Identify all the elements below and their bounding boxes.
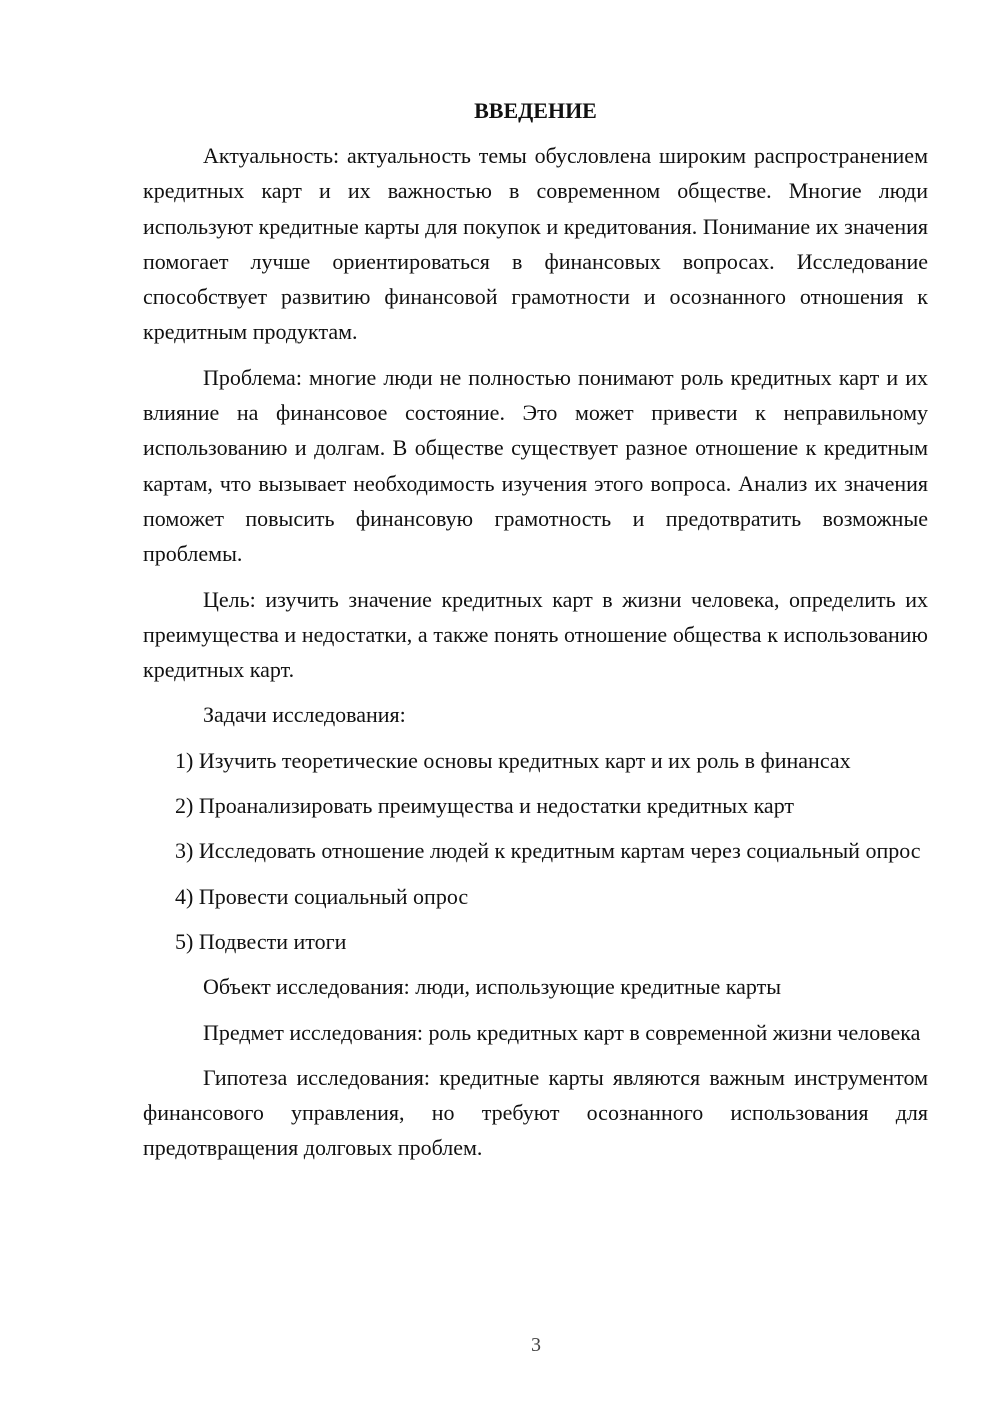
page-title: ВВЕДЕНИЕ [474, 98, 597, 123]
paragraph-object: Объект исследования: люди, использующие кредитные карты [203, 974, 782, 1000]
document-page [143, 96, 928, 1176]
paragraph-tasks-heading: Задачи исследования: [203, 702, 406, 728]
task-item-5: 5) Подвести итоги [175, 928, 347, 954]
task-item-4: 4) Провести социальный опрос [175, 883, 469, 909]
paragraph-problem: Проблема: многие люди не полностью понимают роль кредитных карт и их влияние на финансовое состояние. Это может привести к неправильному использованию и долгам. В обществе существует разное отношение к кредитным картам, что вызывает необходимость изучения этого вопроса. Анализ их значения поможет повысить финансовую грамотность и предотвратить возможные проблемы. [143, 364, 928, 567]
task-item-1: 1) Изучить теоретические основы кредитных карт и их роль в финансах [175, 747, 851, 773]
task-item-2: 2) Проанализировать преимущества и недостатки кредитных карт [175, 793, 795, 819]
task-item-3: 3) Исследовать отношение людей к кредитным картам через социальный опрос [175, 838, 921, 864]
paragraph-goal: Цель: изучить значение кредитных карт в жизни человека, определить их преимущества и недостатки, а также понять отношение общества к использованию кредитных карт. [143, 586, 928, 683]
paragraph-relevance: Актуальность: актуальность темы обусловлена широким распространением кредитных карт и их важностью в современном обществе. Многие люди используют кредитные карты для покупок и кредитования. Понимание их значения помогает лучше ориентироваться в финансовых вопросах. Исследование способствует развитию финансовой грамотности и осознанного отношения к кредитным продуктам. [143, 143, 928, 345]
paragraph-hypothesis: Гипотеза исследования: кредитные карты являются важным инструментом финансового управления, но требуют осознанного использования для предотвращения долговых проблем. [143, 1064, 928, 1161]
paragraph-subject: Предмет исследования: роль кредитных карт в современной жизни человека [203, 1019, 921, 1045]
page-number: 3 [531, 1334, 541, 1356]
